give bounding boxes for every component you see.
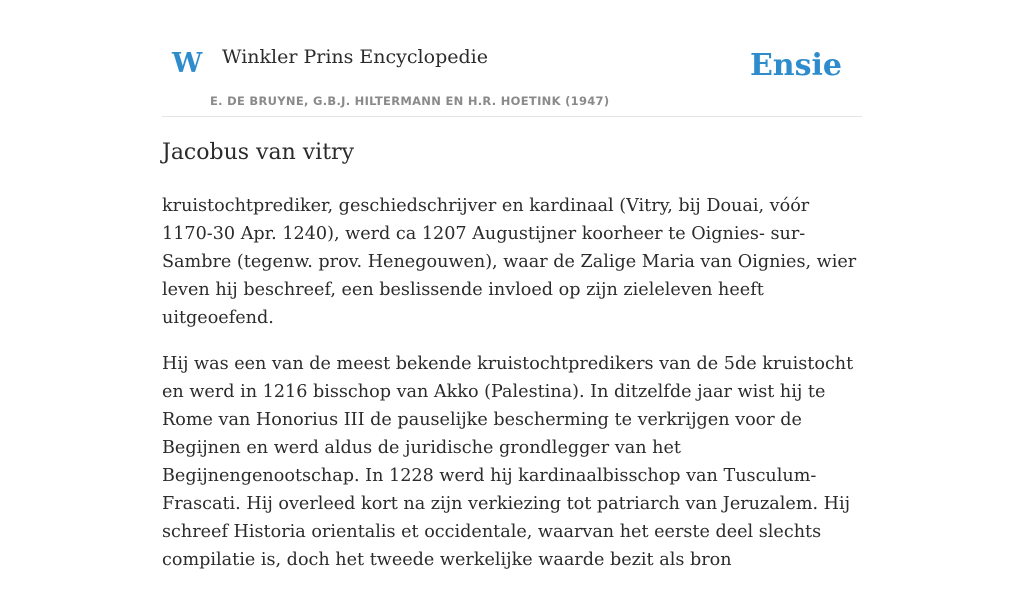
encyclopedia-logo[interactable]: W — [172, 48, 203, 79]
ensie-brand-link[interactable]: Ensie — [749, 48, 842, 83]
site-header — [162, 0, 862, 117]
publication-title[interactable]: Winkler Prins Encyclopedie — [222, 46, 488, 68]
article-paragraph: Hij was een van de meest bekende kruistochtpredikers van de 5de kruistocht en werd in 1216 bisschop van Akko (Palestina). In ditzelfde jaar wist hij te Rome van Honorius III de pauselijke bescherming te verkrijgen voor de Begijnen en werd aldus de juridische grondlegger van het Begijnengenootschap. In 1228 werd hij kardinaalbisschop van Tusculum-Frascati. Hij overleed kort na zijn verkiezing tot patriarch van Jeruzalem. Hij schreef Historia orientalis et occidentale, waarvan het eerste deel slechts compilatie is, doch het tweede werkelijke waarde bezit als bron — [162, 354, 854, 570]
article-paragraph: kruistochtprediker, geschiedschrijver en kardinaal (Vitry, bij Douai, vóór 1170-30 Apr. 1240), werd ca 1207 Augustijner koorheer te Oignies- sur-Sambre (tegenw. prov. Henegouwen), waar de Zalige Maria van Oignies, wier leven hij beschreef, een beslissende invloed op zijn zieleleven heeft uitgeoefend. — [162, 196, 857, 328]
article-body — [162, 192, 862, 592]
article-title: Jacobus van vitry — [162, 140, 354, 165]
publication-authors: E. DE BRUYNE, G.B.J. HILTERMANN EN H.R. HOETINK (1947) — [210, 94, 610, 108]
